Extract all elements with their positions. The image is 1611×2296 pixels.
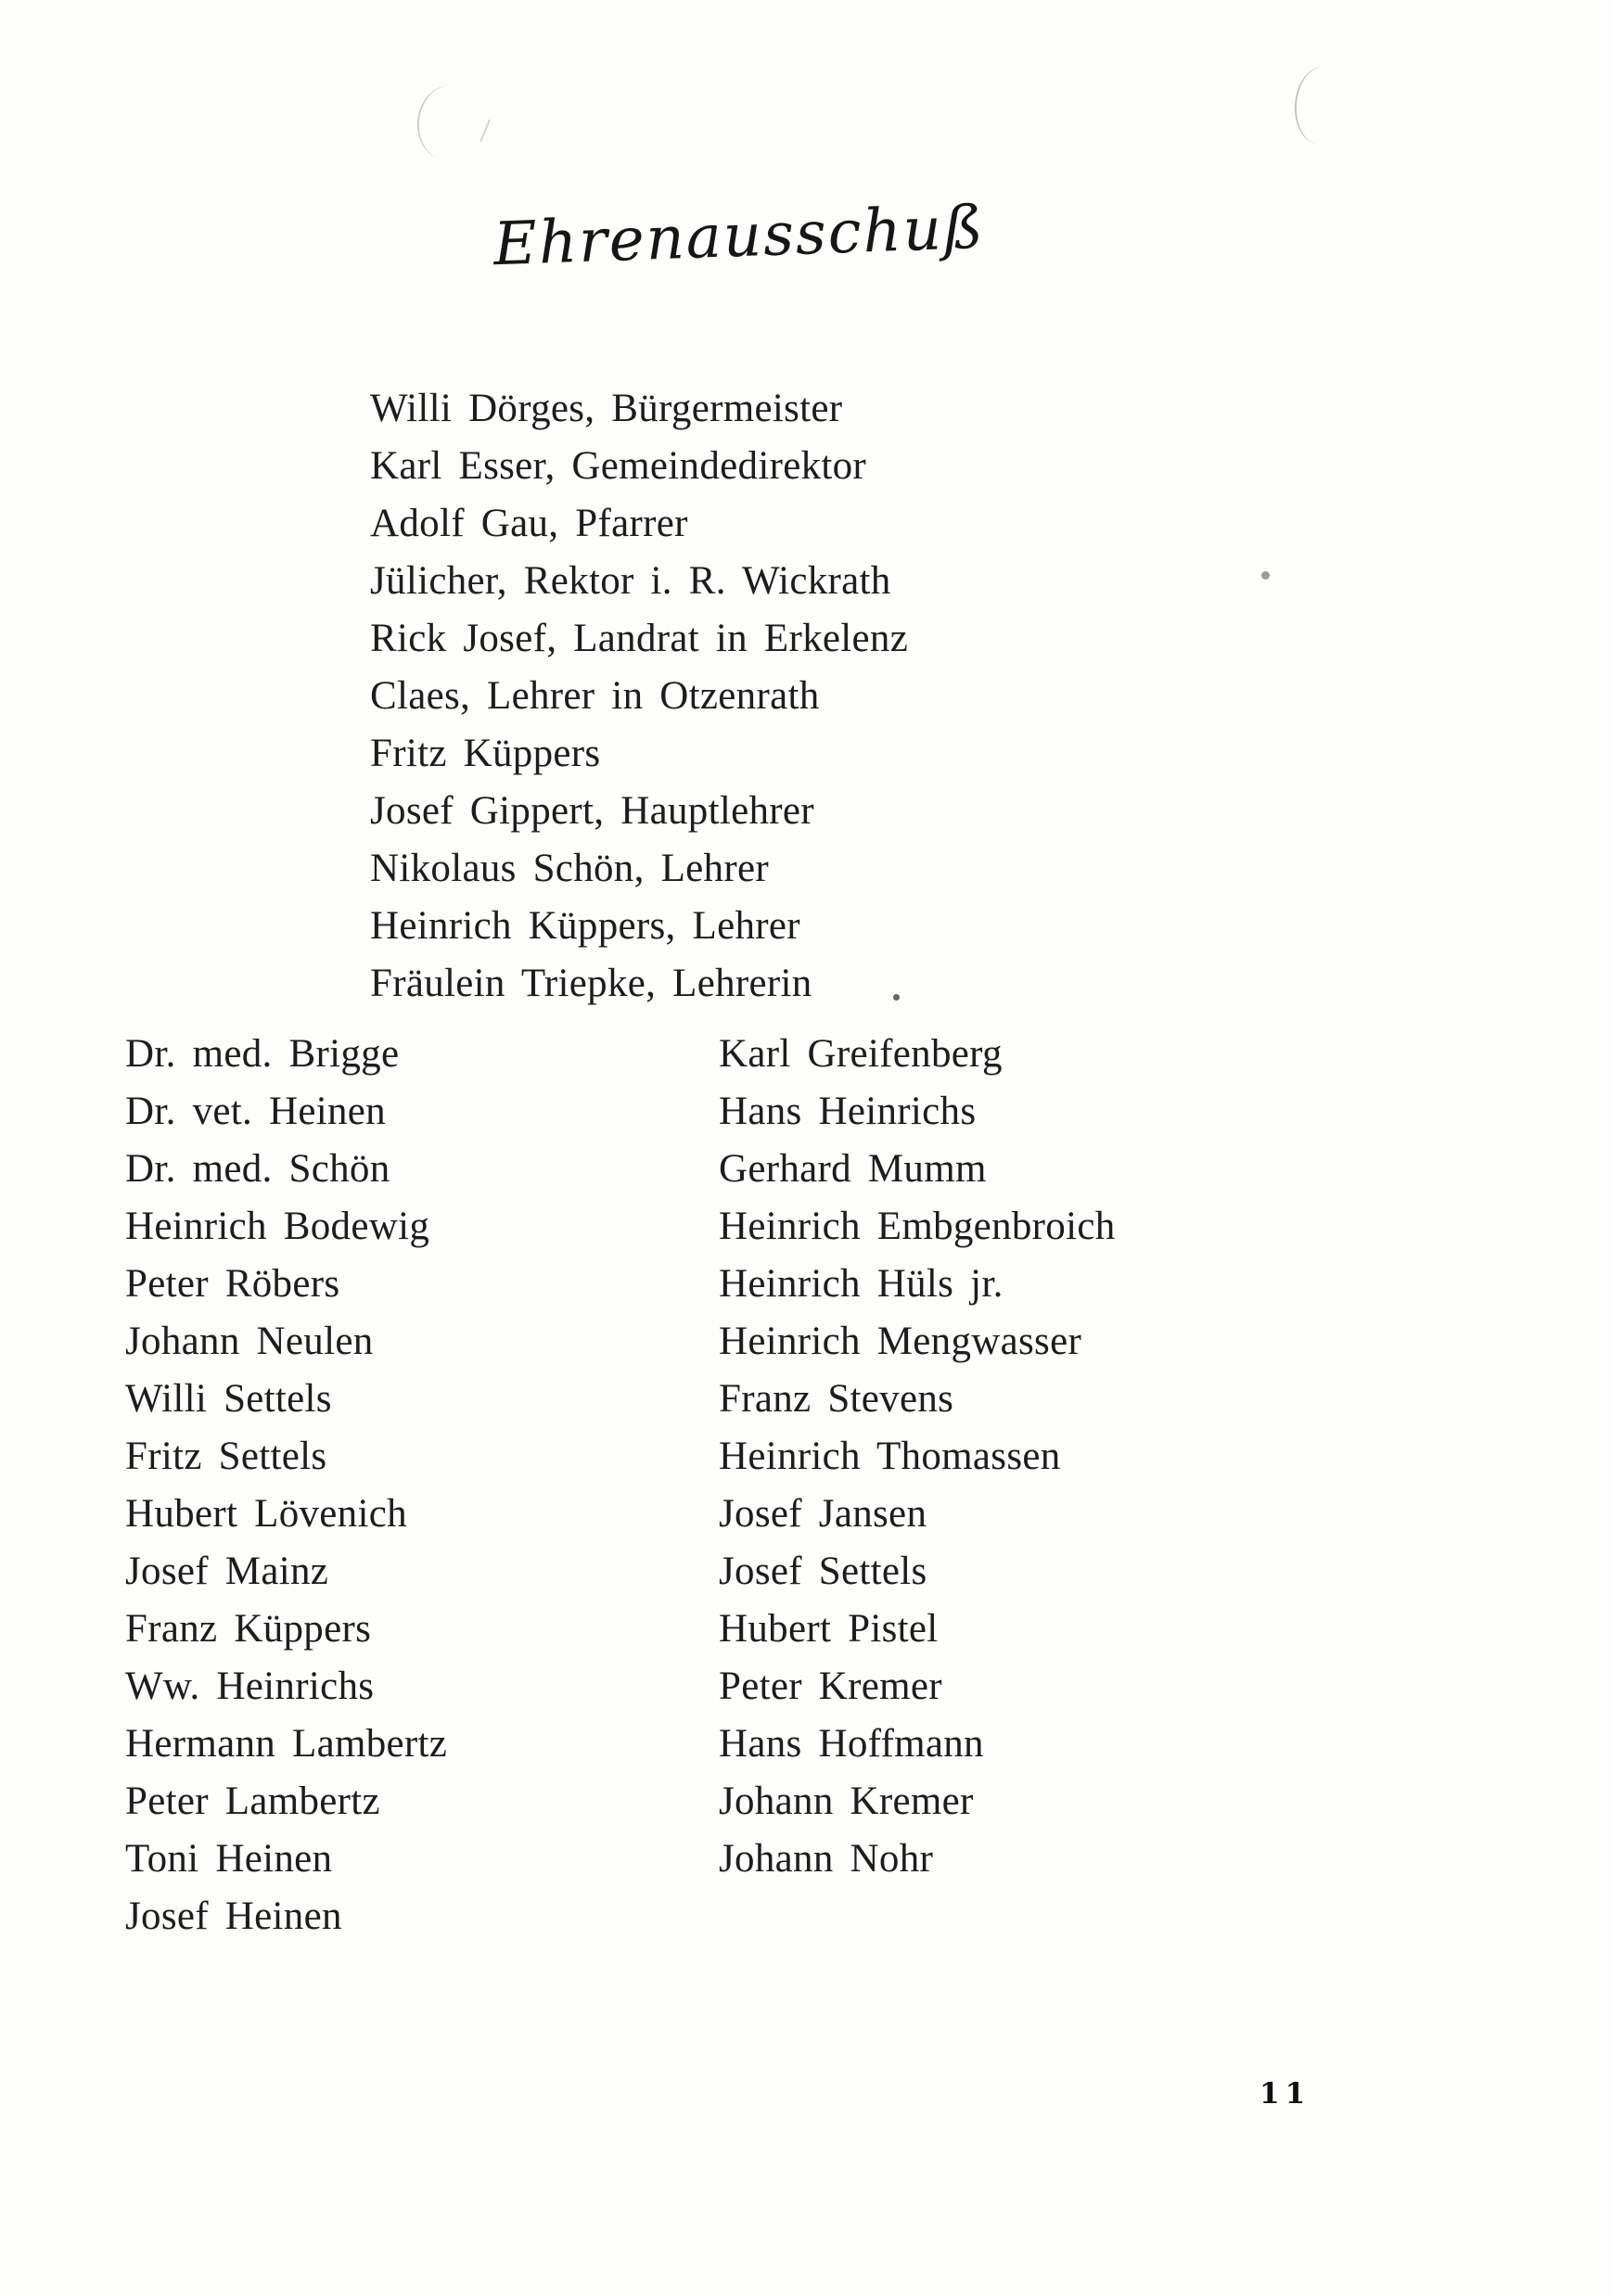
official-name: Adolf Gau, Pfarrer — [370, 502, 688, 545]
members-right-column — [719, 1026, 1116, 1888]
member-name: Gerhard Mumm — [719, 1147, 987, 1191]
member-name: Josef Settels — [719, 1550, 927, 1593]
official-name: Rick Josef, Landrat in Erkelenz — [370, 617, 909, 660]
member-name: Hermann Lambertz — [125, 1722, 448, 1766]
official-name: Fräulein Triepke, Lehrerin — [370, 962, 812, 1005]
member-name: Heinrich Hüls jr. — [719, 1262, 1004, 1306]
member-name: Ww. Heinrichs — [125, 1665, 375, 1708]
official-name: Claes, Lehrer in Otzenrath — [370, 674, 820, 718]
member-name: Heinrich Mengwasser — [719, 1320, 1082, 1363]
member-name: Heinrich Embgenbroich — [719, 1205, 1116, 1248]
official-name: Karl Esser, Gemeindedirektor — [370, 444, 867, 488]
member-name: Fritz Settels — [125, 1435, 327, 1478]
member-name: Heinrich Bodewig — [125, 1205, 430, 1248]
official-name: Jülicher, Rektor i. R. Wickrath — [370, 559, 891, 603]
member-name: Peter Lambertz — [125, 1779, 380, 1823]
member-name: Karl Greifenberg — [719, 1032, 1003, 1076]
member-name: Peter Kremer — [719, 1665, 942, 1708]
member-name: Heinrich Thomassen — [719, 1435, 1061, 1478]
member-name: Hans Heinrichs — [719, 1090, 977, 1133]
member-name: Josef Mainz — [125, 1550, 329, 1593]
member-name: Johann Kremer — [719, 1779, 974, 1823]
member-name: Franz Küppers — [125, 1607, 372, 1651]
member-name: Hubert Lövenich — [125, 1492, 407, 1536]
official-name: Fritz Küppers — [370, 732, 601, 775]
member-name: Dr. vet. Heinen — [125, 1090, 386, 1133]
member-name: Franz Stevens — [719, 1377, 954, 1421]
member-name: Willi Settels — [125, 1377, 332, 1421]
member-name: Hans Hoffmann — [719, 1722, 984, 1766]
page-title-script: Ehrenausschuß — [492, 193, 986, 280]
member-name: Toni Heinen — [125, 1837, 333, 1881]
scan-artifact-curve-left — [413, 82, 483, 163]
member-name: Johann Neulen — [125, 1320, 374, 1363]
member-name: Hubert Pistel — [719, 1607, 939, 1651]
official-name: Heinrich Küppers, Lehrer — [370, 904, 800, 948]
member-name: Peter Röbers — [125, 1262, 340, 1306]
official-name: Josef Gippert, Hauptlehrer — [370, 789, 814, 833]
member-name: Johann Nohr — [719, 1837, 934, 1881]
page-number: 11 — [1259, 2077, 1311, 2111]
scan-artifact-slash — [479, 120, 491, 143]
scan-artifact-curve-right — [1292, 65, 1351, 147]
member-name: Dr. med. Brigge — [125, 1032, 400, 1076]
member-name: Dr. med. Schön — [125, 1147, 390, 1191]
member-name: Josef Heinen — [125, 1894, 342, 1938]
officials-list — [370, 380, 908, 1013]
members-left-column — [125, 1026, 447, 1945]
member-name: Josef Jansen — [719, 1492, 927, 1536]
official-name: Willi Dörges, Bürgermeister — [370, 387, 843, 430]
official-name: Nikolaus Schön, Lehrer — [370, 847, 769, 890]
scan-artifact-speck-1 — [1261, 571, 1270, 580]
